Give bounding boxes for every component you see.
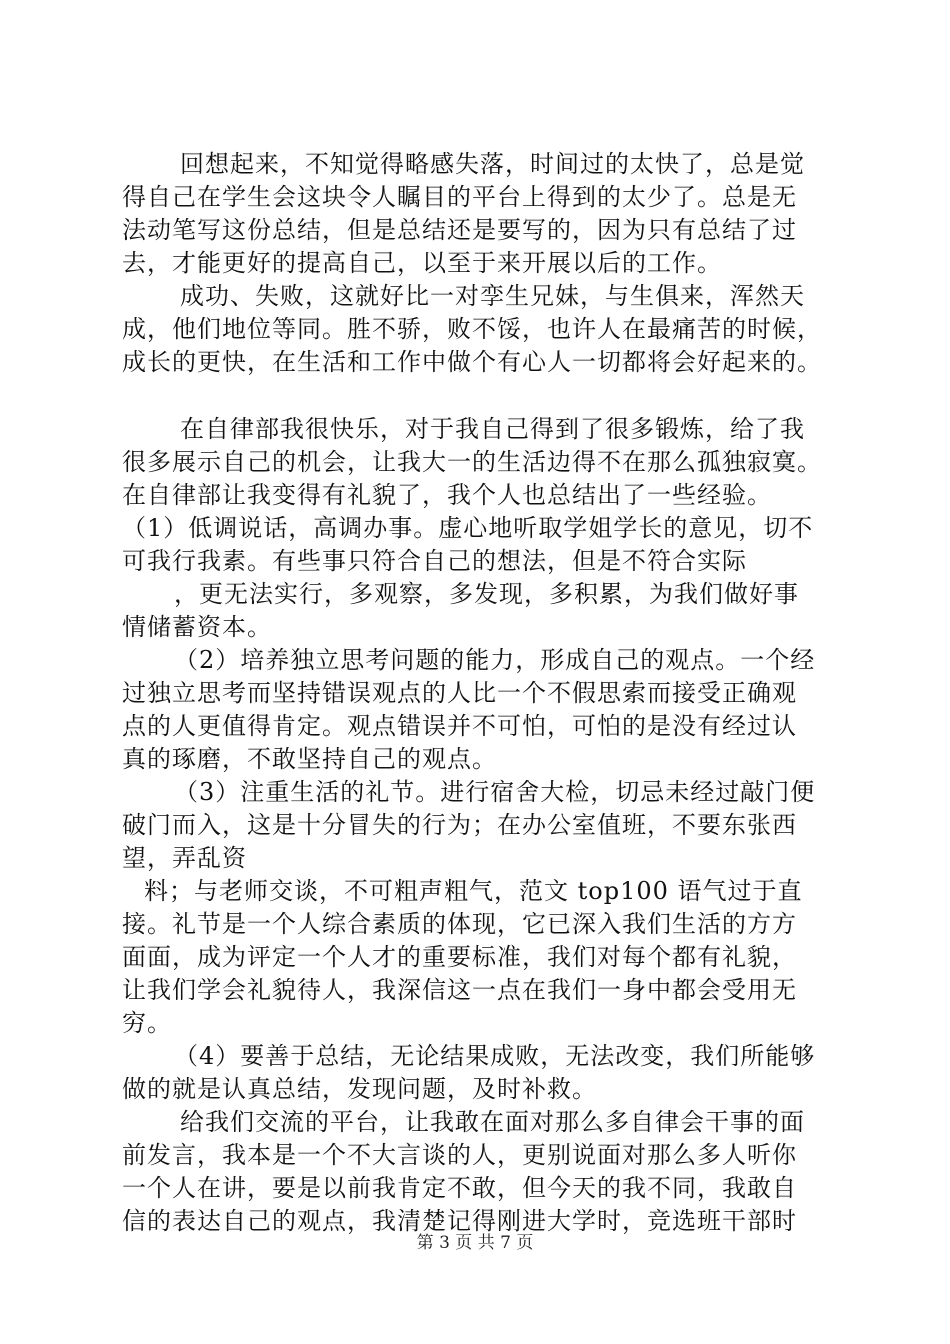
text-line: 做的就是认真总结，发现问题，及时补救。: [122, 1075, 597, 1103]
text-line: 过独立思考而坚持错误观点的人比一个不假思索而接受正确观: [122, 679, 797, 707]
text-line: 在自律部让我变得有礼貌了，我个人也总结出了一些经验。: [122, 481, 772, 509]
text-line: 破门而入，这是十分冒失的行为；在办公室值班，不要东张西: [122, 811, 797, 839]
text-line: （4）要善于总结，无论结果成败，无法改变，我们所能够: [174, 1042, 816, 1070]
page-number-label: 第 3 页 共 7 页: [416, 1233, 534, 1253]
text-line: 点的人更值得肯定。观点错误并不可怕，可怕的是没有经过认: [122, 712, 797, 740]
text-line: 一个人在讲，要是以前我肯定不敢，但今天的我不同，我敢自: [122, 1174, 797, 1202]
page-footer: [0, 1228, 950, 1253]
text-line: 在自律部我很快乐，对于我自己得到了很多锻炼，给了我: [180, 415, 805, 443]
text-line: 让我们学会礼貌待人，我深信这一点在我们一身中都会受用无: [122, 976, 797, 1004]
text-line: 法动笔写这份总结，但是总结还是要写的，因为只有总结了过: [122, 216, 797, 244]
text-line: 情储蓄资本。: [122, 613, 272, 641]
text-line: 成功、失败，这就好比一对孪生兄妹，与生俱来，浑然天: [180, 282, 805, 310]
text-line: （1）低调说话，高调办事。虚心地听取学姐学长的意见，切不: [122, 514, 814, 542]
text-line: 回想起来，不知觉得略感失落，时间过的太快了，总是觉: [180, 150, 805, 178]
text-line: 成，他们地位等同。胜不骄，败不馁，也许人在最痛苦的时候，: [122, 315, 822, 343]
text-line: 穷。: [122, 1009, 172, 1037]
text-line: 成长的更快，在生活和工作中做个有心人一切都将会好起来的。: [122, 348, 822, 376]
text-line: ，更无法实行，多观察，多发现，多积累，为我们做好事: [174, 580, 799, 608]
text-line: 很多展示自己的机会，让我大一的生活边得不在那么孤独寂寞。: [122, 448, 822, 476]
text-line: 前发言，我本是一个不大言谈的人，更别说面对那么多人听你: [122, 1141, 797, 1169]
text-line: （3）注重生活的礼节。进行宿舍大检，切忌未经过敲门便: [174, 778, 816, 806]
text-line: 去，才能更好的提高自己，以至于来开展以后的工作。: [122, 249, 722, 277]
paragraph-gap: [122, 379, 834, 413]
text-line: 面面，成为评定一个人才的重要标准，我们对每个都有礼貌，: [122, 943, 797, 971]
text-line: 料；与老师交谈，不可粗声粗气，范文 top100 语气过于直: [144, 877, 803, 905]
text-line: 可我行我素。有些事只符合自己的想法，但是不符合实际: [122, 547, 747, 575]
text-line: （2）培养独立思考问题的能力，形成自己的观点。一个经: [174, 646, 816, 674]
text-line: 给我们交流的平台，让我敢在面对那么多自律会干事的面: [180, 1108, 805, 1136]
text-line: 接。礼节是一个人综合素质的体现，它已深入我们生活的方方: [122, 910, 797, 938]
text-line: 得自己在学生会这块令人瞩目的平台上得到的太少了。总是无: [122, 183, 797, 211]
text-line: 真的琢磨，不敢坚持自己的观点。: [122, 745, 497, 773]
text-line: 信的表达自己的观点，我清楚记得刚进大学时，竞选班干部时: [122, 1207, 797, 1235]
text-line: 望，弄乱资: [122, 844, 247, 872]
body-text: [122, 148, 834, 1238]
